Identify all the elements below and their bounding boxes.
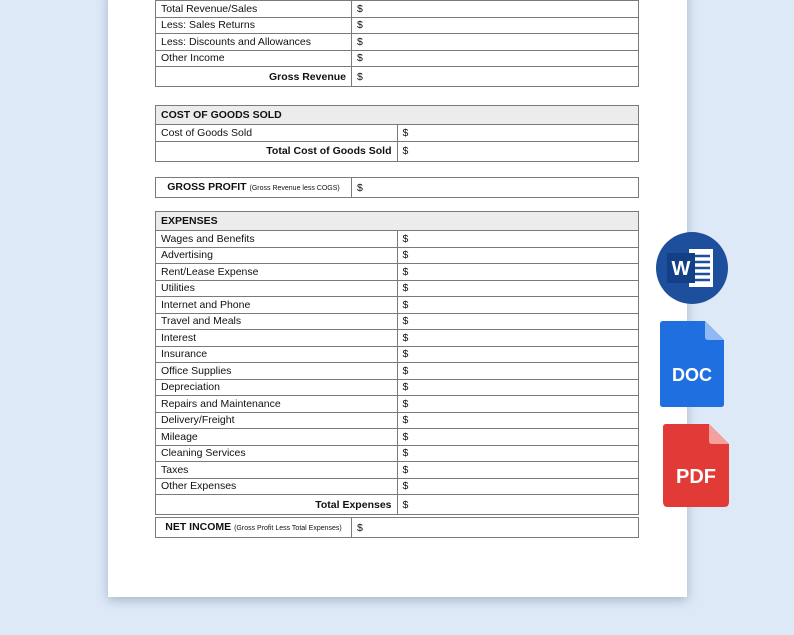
pdf-file-icon[interactable] [663, 424, 729, 507]
table-row [156, 125, 639, 142]
row-label: Internet and Phone [156, 297, 398, 314]
table-row [156, 412, 639, 429]
table-row [156, 330, 639, 347]
table-row [156, 297, 639, 314]
amount-cell[interactable]: $ [397, 280, 639, 297]
pdf-icon-label: PDF [676, 466, 716, 488]
cogs-table [155, 105, 639, 162]
total-label: Total Expenses [156, 495, 398, 515]
amount-cell[interactable]: $ [397, 462, 639, 479]
table-row [156, 178, 639, 198]
doc-icon-label: DOC [672, 365, 712, 385]
amount-cell[interactable]: $ [397, 429, 639, 446]
total-label: Gross Revenue [156, 67, 352, 87]
net-income-table [155, 517, 639, 538]
amount-cell[interactable]: $ [397, 495, 639, 515]
gross-profit-label [156, 178, 352, 198]
row-label: Rent/Lease Expense [156, 264, 398, 281]
row-label: Other Expenses [156, 478, 398, 495]
amount-cell[interactable]: $ [352, 178, 639, 198]
row-label: Total Revenue/Sales [156, 1, 352, 18]
table-row [156, 429, 639, 446]
table-row [156, 396, 639, 413]
word-icon-letter: W [671, 258, 691, 280]
amount-cell[interactable]: $ [397, 396, 639, 413]
net-income-label [156, 518, 352, 538]
amount-cell[interactable]: $ [397, 412, 639, 429]
amount-cell[interactable]: $ [352, 50, 639, 67]
gross-profit-title: GROSS PROFIT [167, 180, 247, 193]
table-row [156, 17, 639, 34]
table-row [156, 141, 639, 161]
amount-cell[interactable]: $ [397, 313, 639, 330]
amount-cell[interactable]: $ [397, 247, 639, 264]
total-label: Total Cost of Goods Sold [156, 141, 398, 161]
table-row [156, 518, 639, 538]
section-title: COST OF GOODS SOLD [156, 106, 639, 125]
table-row [156, 346, 639, 363]
table-row [156, 280, 639, 297]
row-label: Delivery/Freight [156, 412, 398, 429]
table-row [156, 231, 639, 248]
amount-cell[interactable]: $ [397, 231, 639, 248]
amount-cell[interactable]: $ [397, 346, 639, 363]
row-label: Taxes [156, 462, 398, 479]
amount-cell[interactable]: $ [352, 34, 639, 51]
expenses-table [155, 211, 639, 515]
table-row [156, 445, 639, 462]
row-label: Wages and Benefits [156, 231, 398, 248]
row-label: Repairs and Maintenance [156, 396, 398, 413]
row-label: Advertising [156, 247, 398, 264]
table-row [156, 67, 639, 87]
table-row [156, 462, 639, 479]
revenue-table [155, 0, 639, 87]
doc-file-icon[interactable] [660, 321, 724, 407]
amount-cell[interactable]: $ [397, 363, 639, 380]
amount-cell[interactable]: $ [397, 125, 639, 142]
row-label: Cost of Goods Sold [156, 125, 398, 142]
row-label: Less: Sales Returns [156, 17, 352, 34]
row-label: Travel and Meals [156, 313, 398, 330]
amount-cell[interactable]: $ [397, 264, 639, 281]
row-label: Other Income [156, 50, 352, 67]
section-header [156, 106, 639, 125]
section-title: EXPENSES [156, 212, 639, 231]
row-label: Interest [156, 330, 398, 347]
table-row [156, 1, 639, 18]
table-row [156, 34, 639, 51]
table-row [156, 50, 639, 67]
amount-cell[interactable]: $ [397, 141, 639, 161]
table-row [156, 478, 639, 495]
net-income-note: (Gross Profit Less Total Expenses) [234, 524, 342, 532]
word-icon[interactable] [655, 231, 729, 305]
table-row [156, 363, 639, 380]
amount-cell[interactable]: $ [397, 379, 639, 396]
row-label: Mileage [156, 429, 398, 446]
amount-cell[interactable]: $ [397, 478, 639, 495]
row-label: Cleaning Services [156, 445, 398, 462]
row-label: Depreciation [156, 379, 398, 396]
amount-cell[interactable]: $ [397, 330, 639, 347]
amount-cell[interactable]: $ [352, 67, 639, 87]
table-row [156, 379, 639, 396]
amount-cell[interactable]: $ [352, 1, 639, 18]
gross-profit-note: (Gross Revenue less COGS) [249, 184, 340, 192]
row-label: Utilities [156, 280, 398, 297]
row-label: Less: Discounts and Allowances [156, 34, 352, 51]
table-row [156, 247, 639, 264]
table-row [156, 264, 639, 281]
row-label: Office Supplies [156, 363, 398, 380]
amount-cell[interactable]: $ [397, 297, 639, 314]
net-income-title: NET INCOME [165, 520, 232, 533]
table-row [156, 495, 639, 515]
amount-cell[interactable]: $ [397, 445, 639, 462]
amount-cell[interactable]: $ [352, 518, 639, 538]
amount-cell[interactable]: $ [352, 17, 639, 34]
section-header [156, 212, 639, 231]
row-label: Insurance [156, 346, 398, 363]
table-row [156, 313, 639, 330]
gross-profit-table [155, 177, 639, 198]
